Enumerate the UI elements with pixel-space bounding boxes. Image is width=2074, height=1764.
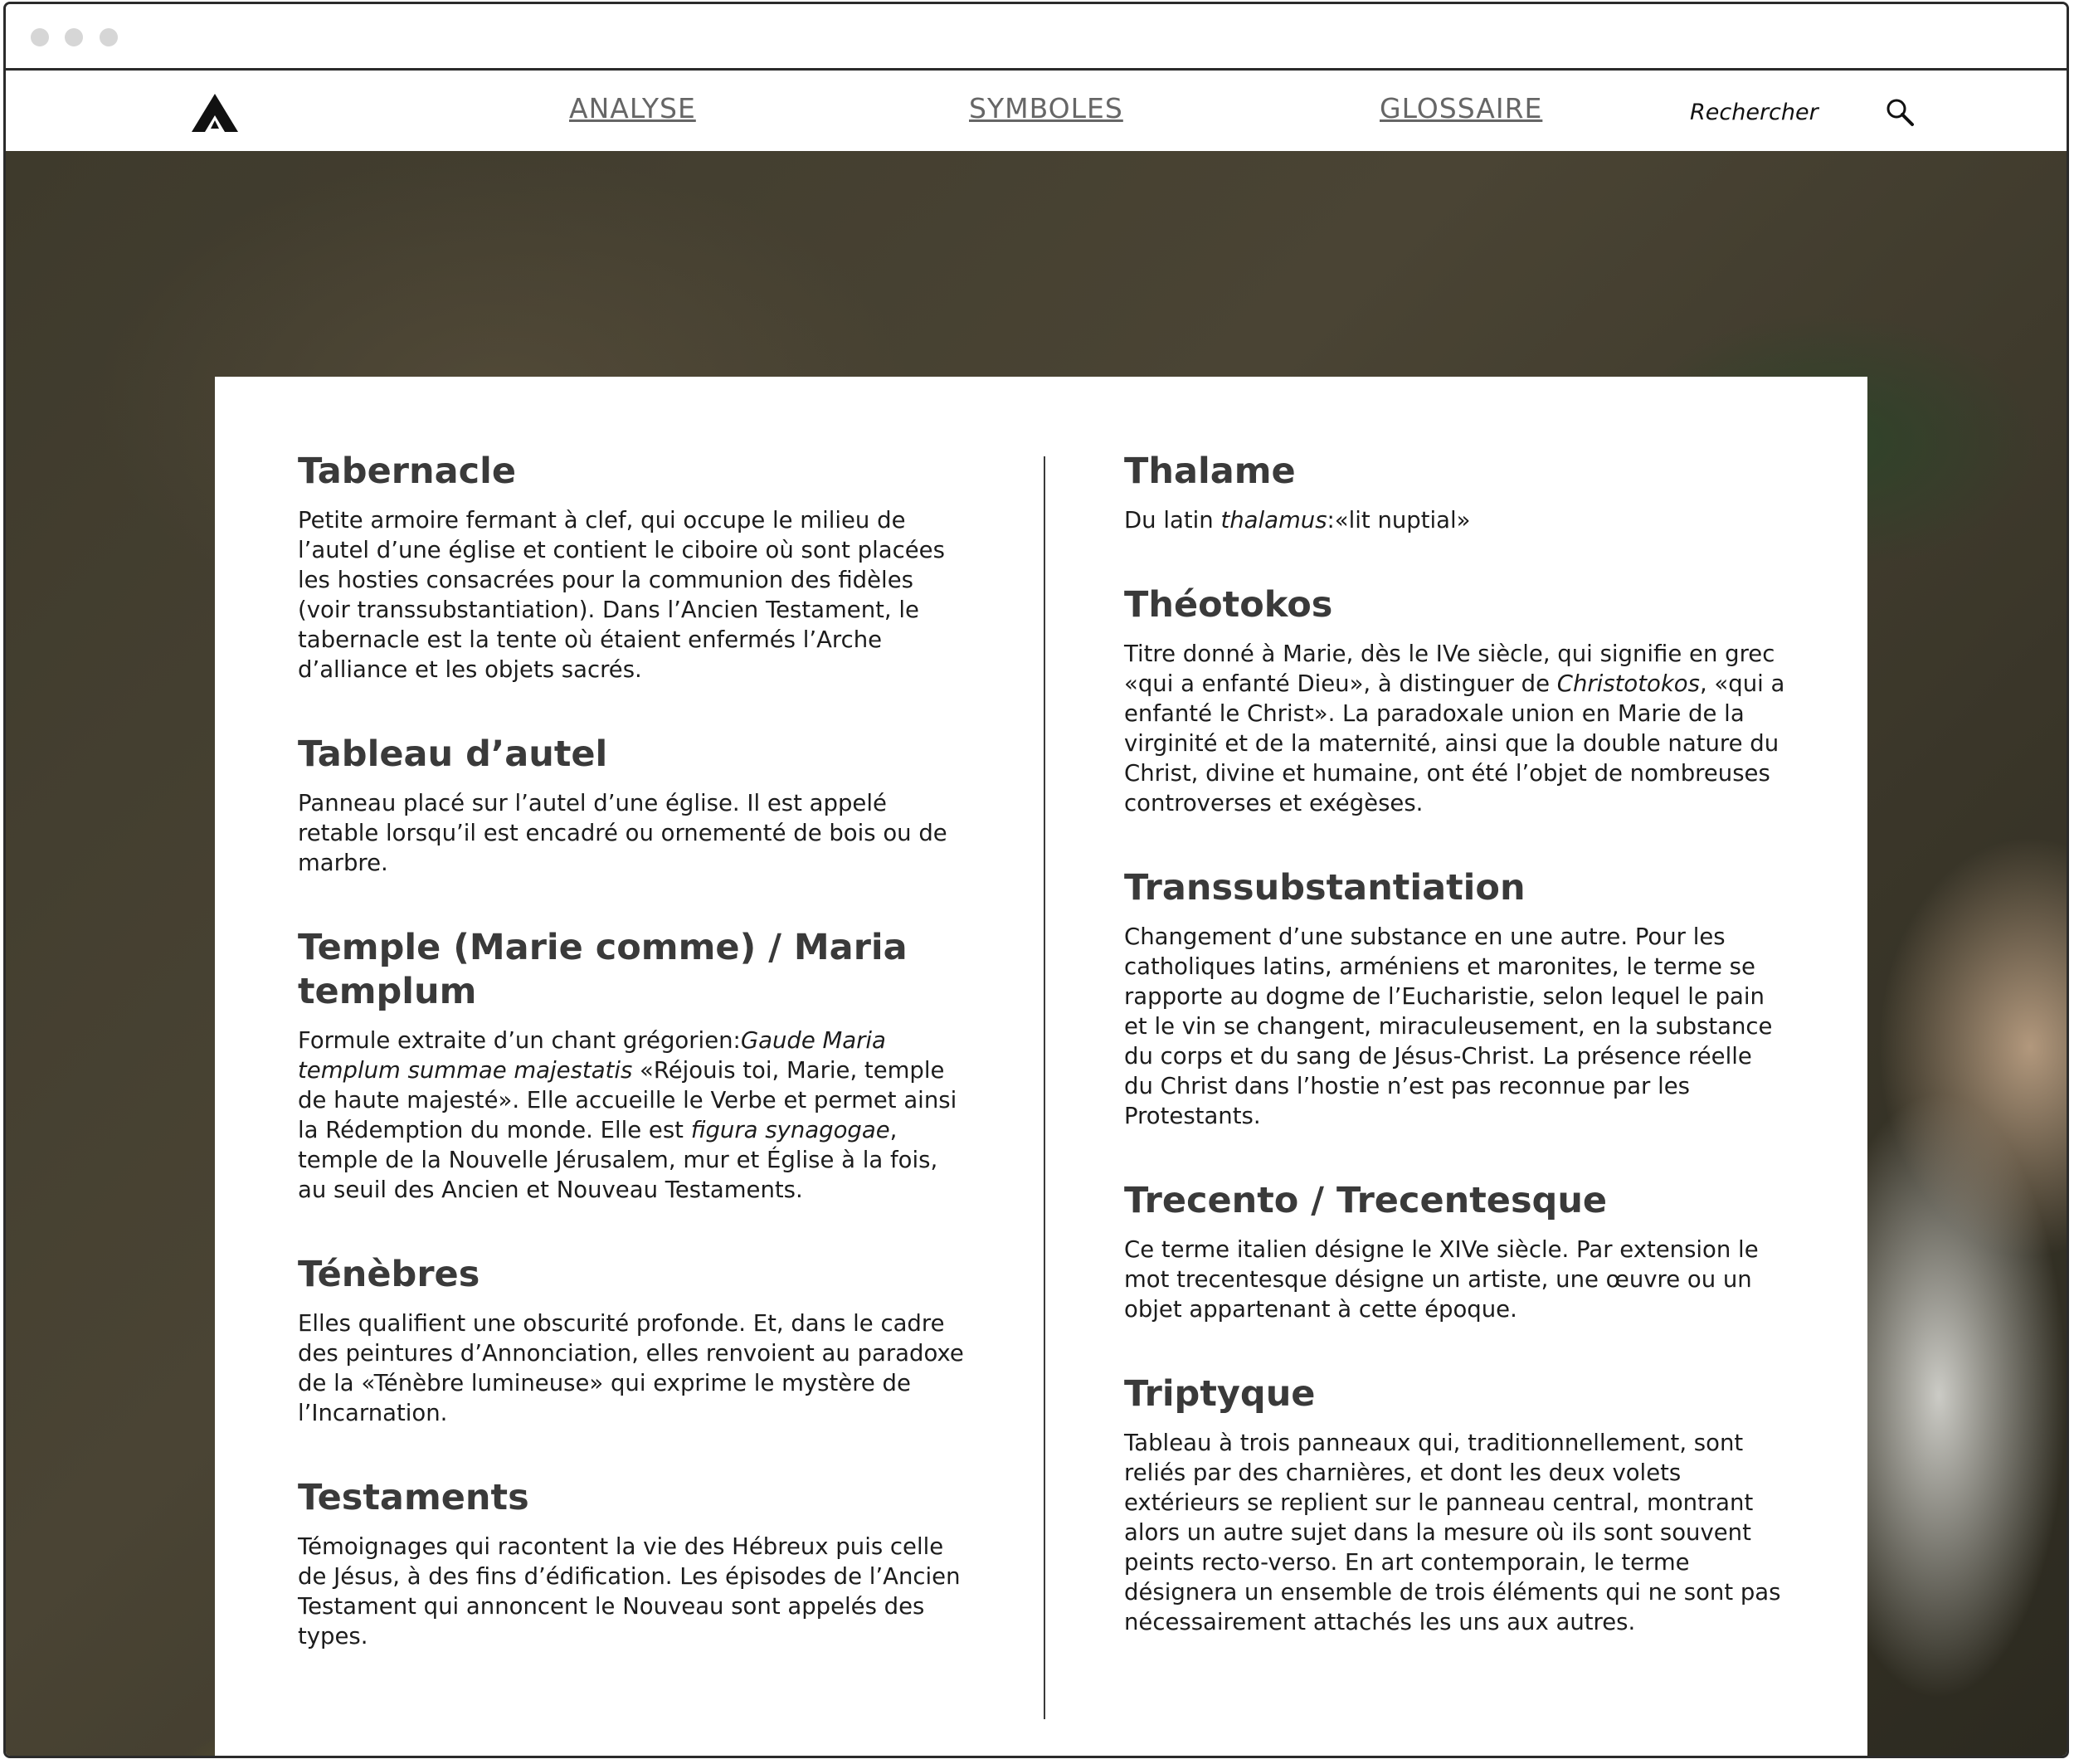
definition-text: Du latin [1124,507,1221,534]
definition-text: , «qui a enfanté le Christ». La paradoxale union en Marie de la virginité et de la maternité, ainsi que la double nature du Christ, divine et humaine, ont été l’objet de nombreuses controverses et exégèses. [1124,670,1785,816]
glossary-entry [298,926,970,1205]
glossary-column-left [298,450,970,1699]
glossary-term: Tabernacle [298,451,516,492]
window-minimize-dot[interactable] [65,28,83,46]
glossary-term: Tableau d’autel [298,733,608,775]
glossary-entry [298,733,970,878]
glossary-term: Ténèbres [298,1254,480,1295]
glossary-definition [298,1308,970,1428]
glossary-term: Transsubstantiation [1124,867,1526,909]
glossary-definition [298,788,970,878]
search-icon[interactable] [1885,97,1915,127]
glossary-definition [1124,505,1788,535]
glossary-entry [1124,1179,1788,1324]
glossary-term: Théotokos [1124,584,1333,626]
nav-link-analyse[interactable]: ANALYSE [569,92,696,124]
definition-text: Ce terme italien désigne le XIVe siècle. Par extension le mot trecentesque désigne un artiste, une œuvre ou un objet appartenant à cette époque. [1124,1236,1759,1323]
definition-text: Petite armoire fermant à clef, qui occupe le milieu de l’autel d’une église et contient le ciboire où sont placées les hosties consacrées pour la communion des fidèles (voir transsubstantiation). Dans l’Ancien Testament, le tabernacle est la tente où étaient enfermés l’Arche d’alliance et les objets sacrés. [298,507,945,683]
search-label[interactable]: Rechercher [1690,100,1818,125]
definition-text: Témoignages qui racontent la vie des Hébreux puis celle de Jésus, à des fins d’édification. Les épisodes de l’Ancien Testament qui annoncent le Nouveau sont appelés des types. [298,1533,961,1649]
glossary-entry [1124,583,1788,818]
site-header [6,71,2067,153]
glossary-definition [298,1532,970,1651]
definition-italic-text: figura synagogae [690,1117,890,1143]
window-maximize-dot[interactable] [100,28,118,46]
glossary-definition [1124,639,1788,818]
definition-text: Tableau à trois panneaux qui, traditionnellement, sont reliés par des charnières, et dont les deux volets extérieurs se replient sur le panneau central, montrant alors un autre sujet dans la mesure où ils sont souvent peints recto-verso. En art contemporain, le terme désignera un ensemble de trois éléments qui ne sont pas nécessairement attachés les uns aux autres. [1124,1430,1781,1635]
glossary-term: Testaments [298,1477,529,1518]
glossary-term: Trecento / Trecentesque [1124,1180,1608,1221]
definition-italic-text: Gaude Maria templum summae majestatis [298,1027,886,1084]
glossary-entry [298,1253,970,1428]
glossary-column-right [1124,450,1788,1685]
glossary-term: Temple (Marie comme) / Maria templum [298,927,908,1012]
definition-text: :«lit nuptial» [1327,507,1471,534]
window-close-dot[interactable] [31,28,49,46]
definition-text: Formule extraite d’un chant grégorien: [298,1027,741,1054]
definition-text: Changement d’une substance en une autre. Pour les catholiques latins, arméniens et maronites, le terme se rapporte au dogme de l’Eucharistie, selon lequel le pain et le vin se changent, miraculeusement, en la substance du corps et du sang de Jésus-Christ. La présence réelle du Christ dans l’hostie n’est pas reconnue par les Protestants. [1124,923,1773,1129]
definition-italic-text: Christotokos [1556,670,1700,697]
glossary-entry [298,1476,970,1651]
glossary-entry [298,450,970,685]
browser-window [3,2,2069,1758]
window-titlebar [6,4,2067,71]
glossary-definition [298,505,970,685]
definition-italic-text: thalamus [1220,507,1327,534]
nav-link-symboles[interactable]: SYMBOLES [969,92,1123,124]
definition-text: , temple de la Nouvelle Jérusalem, mur et Église à la fois, au seuil des Ancien et Nouveau Testaments. [298,1117,938,1203]
background-painting [6,151,2067,1756]
definition-text: «Réjouis toi, Marie, temple de haute majesté». Elle accueille le Verbe et permet ainsi la Rédemption du monde. Elle est [298,1057,957,1143]
glossary-definition [1124,1235,1788,1324]
definition-text: Elles qualifient une obscurité profonde. Et, dans le cadre des peintures d’Annonciation, elles renvoient au paradoxe de la «Ténèbre lumineuse» qui exprime le mystère de l’Incarnation. [298,1310,964,1426]
glossary-definition [1124,1428,1788,1637]
glossary-entry [1124,1372,1788,1637]
glossary-term: Thalame [1124,451,1296,492]
definition-text: Titre donné à Marie, dès le IVe siècle, qui signifie en grec «qui a enfanté Dieu», à distinguer de [1124,641,1775,697]
nav-link-glossaire[interactable]: GLOSSAIRE [1380,92,1543,124]
glossary-card [215,377,1867,1756]
site-logo-icon[interactable] [190,92,240,134]
glossary-definition [1124,922,1788,1131]
glossary-entry [1124,866,1788,1131]
glossary-definition [298,1026,970,1205]
glossary-entry [1124,450,1788,535]
column-divider [1044,456,1045,1719]
definition-text: Panneau placé sur l’autel d’une église. Il est appelé retable lorsqu’il est encadré ou ornementé de bois ou de marbre. [298,790,947,876]
glossary-term: Triptyque [1124,1373,1316,1415]
